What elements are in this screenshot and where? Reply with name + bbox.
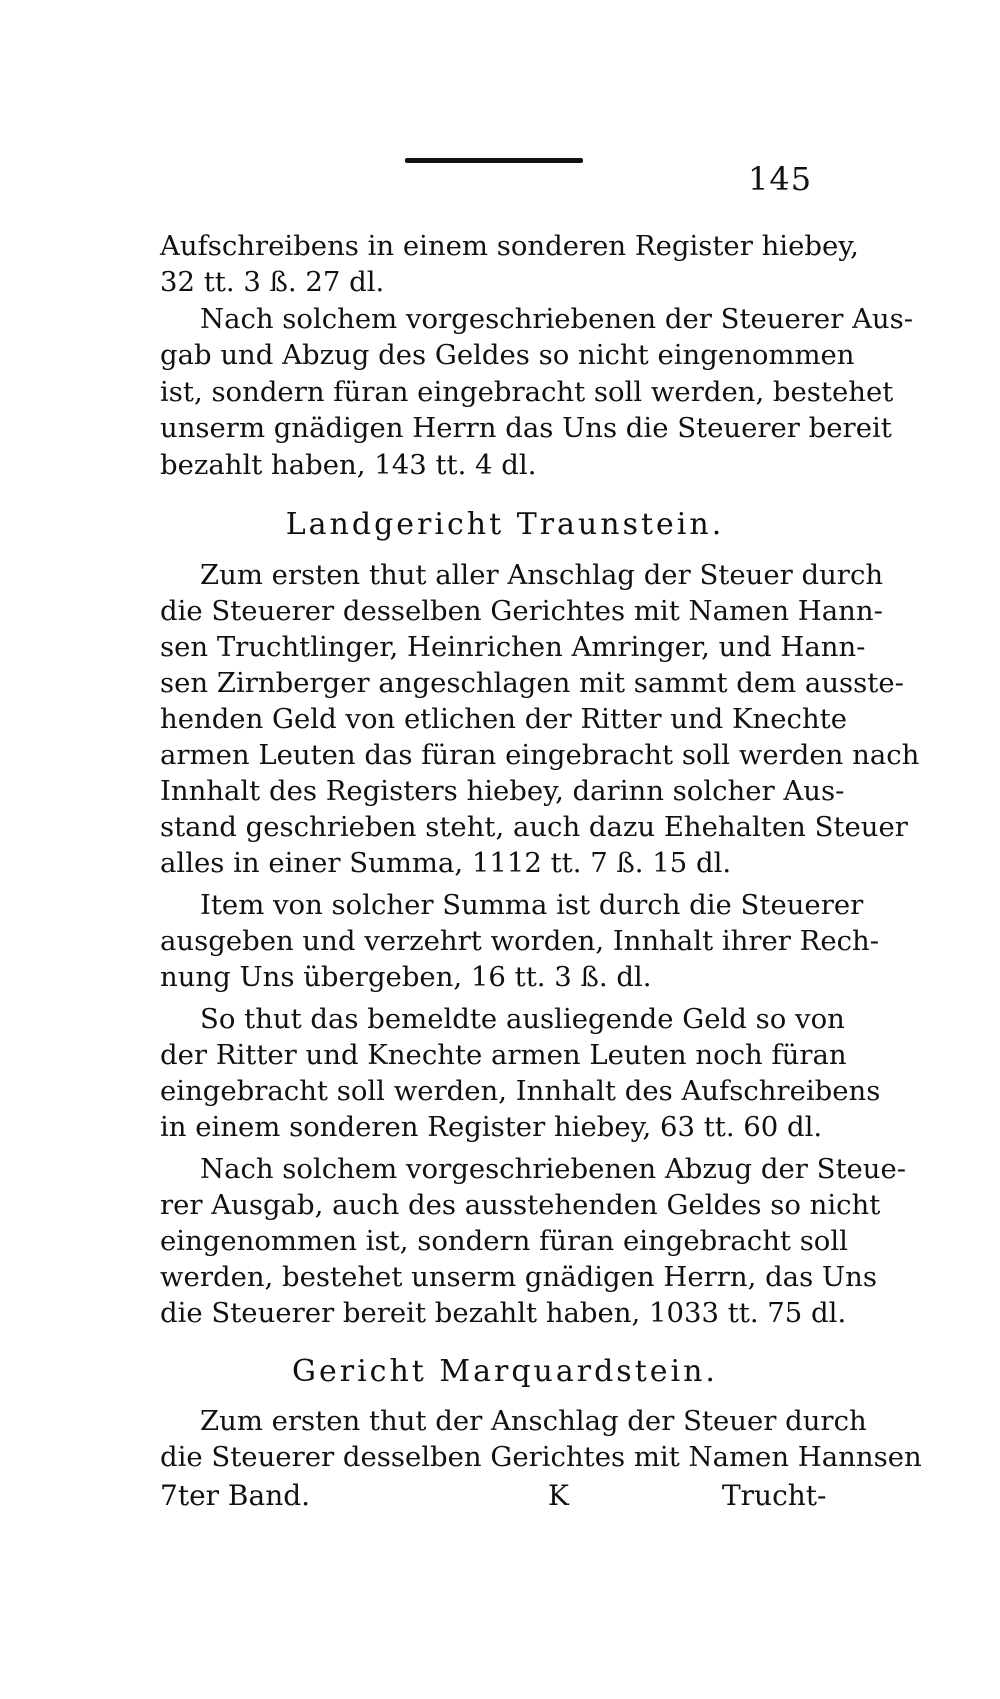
footer-signature: 7ter Band. (160, 1479, 311, 1512)
text-line: sen Truchtlinger, Heinrichen Amringer, und Hann- (160, 631, 866, 663)
page-number: 145 (748, 160, 813, 198)
text-line: rer Ausgab, auch des ausstehenden Geldes so nicht (160, 1189, 881, 1221)
text-line: sen Zirnberger angeschlagen mit sammt dem ausste- (160, 667, 904, 699)
text-line: Nach solchem vorgeschriebenen der Steuerer Aus- (200, 303, 914, 335)
text-line: unserm gnädigen Herrn das Uns die Steuerer bereit (160, 412, 892, 444)
header-rule (405, 158, 583, 163)
section-heading: Landgericht Traunstein. (285, 507, 725, 542)
text-line: werden, bestehet unserm gnädigen Herrn, das Uns (160, 1261, 877, 1293)
footer-catchword: Trucht- (722, 1479, 827, 1512)
text-line: henden Geld von etlichen der Ritter und Knechte (160, 703, 847, 735)
text-line: die Steuerer bereit bezahlt haben, 1033 tt. 75 dl. (160, 1297, 847, 1329)
text-line: nung Uns übergeben, 16 tt. 3 ß. dl. (160, 961, 652, 993)
text-line: in einem sonderen Register hiebey, 63 tt. 60 dl. (160, 1111, 823, 1143)
section-heading: Gericht Marquardstein. (292, 1354, 718, 1389)
text-line: Aufschreibens in einem sonderen Register hiebey, (160, 230, 859, 262)
text-line: So thut das bemeldte ausliegende Geld so von (200, 1003, 845, 1035)
text-line: 32 tt. 3 ß. 27 dl. (160, 266, 385, 298)
text-line: Zum ersten thut der Anschlag der Steuer durch (200, 1405, 867, 1437)
text-line: eingebracht soll werden, Innhalt des Aufschreibens (160, 1075, 881, 1107)
text-line: bezahlt haben, 143 tt. 4 dl. (160, 449, 537, 481)
text-line: der Ritter und Knechte armen Leuten noch füran (160, 1039, 847, 1071)
text-line: Innhalt des Registers hiebey, darinn solcher Aus- (160, 775, 845, 807)
text-line: eingenommen ist, sondern füran eingebracht soll (160, 1225, 848, 1257)
text-line: die Steuerer desselben Gerichtes mit Namen Hann- (160, 595, 883, 627)
text-line: Nach solchem vorgeschriebenen Abzug der Steue- (200, 1153, 907, 1185)
text-line: ausgeben und verzehrt worden, Innhalt ihrer Rech- (160, 925, 880, 957)
text-line: Item von solcher Summa ist durch die Steuerer (200, 889, 864, 921)
text-line: alles in einer Summa, 1112 tt. 7 ß. 15 dl. (160, 847, 732, 879)
footer-signature-mark: K (548, 1479, 569, 1512)
text-line: armen Leuten das füran eingebracht soll werden nach (160, 739, 920, 771)
text-line: ist, sondern füran eingebracht soll werden, bestehet (160, 376, 894, 408)
text-line: gab und Abzug des Geldes so nicht eingenommen (160, 339, 855, 371)
text-line: die Steuerer desselben Gerichtes mit Namen Hannsen (160, 1441, 922, 1473)
text-line: Zum ersten thut aller Anschlag der Steuer durch (200, 559, 884, 591)
text-line: stand geschrieben steht, auch dazu Ehehalten Steuer (160, 811, 908, 843)
